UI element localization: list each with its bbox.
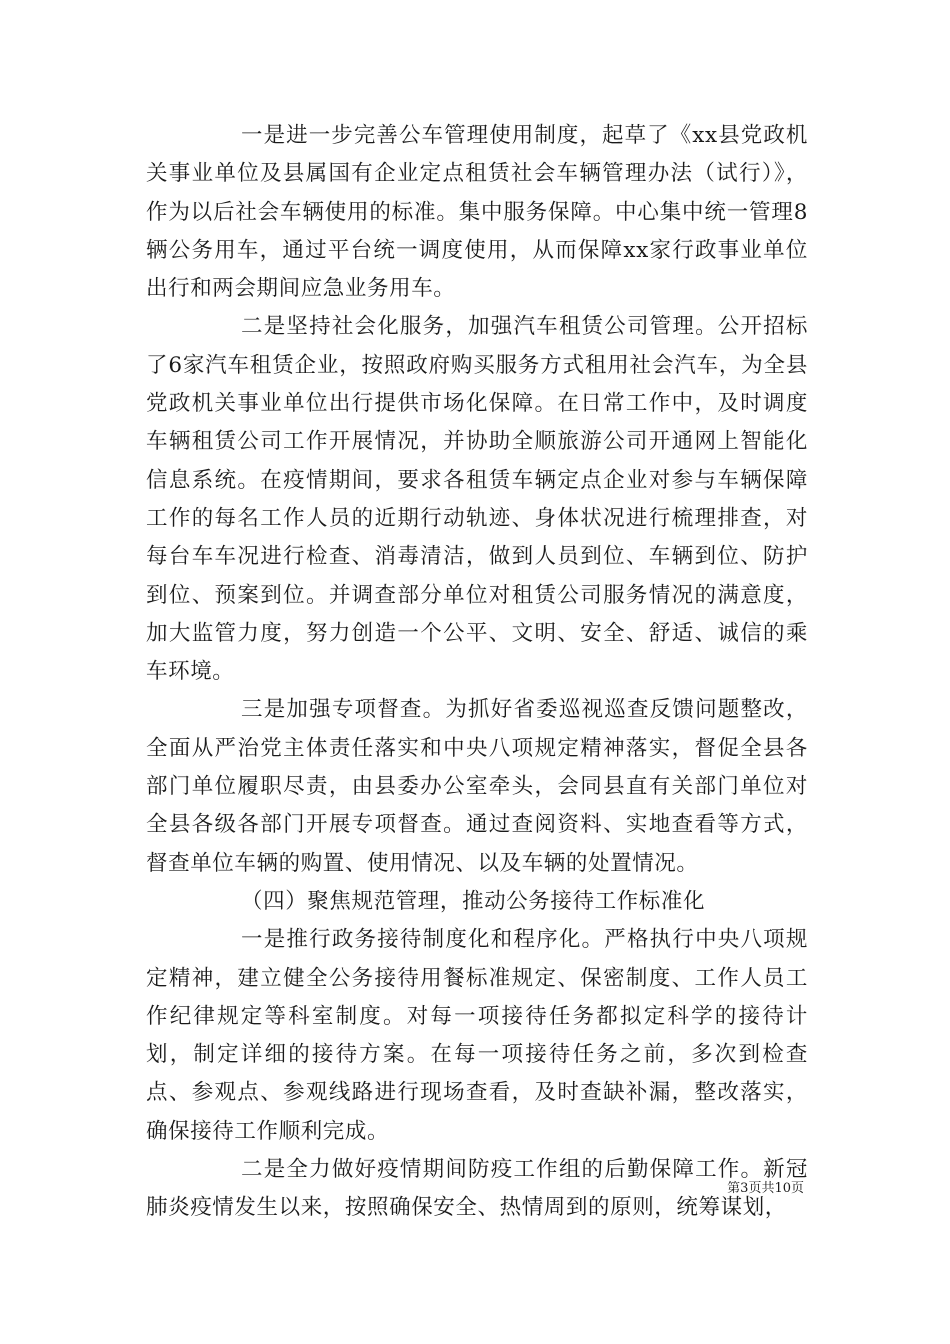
paragraph-vehicle-management-system: 一是进一步完善公车管理使用制度，起草了《xx县党政机关事业单位及县属国有企业定点租赁社会车辆管理办法（试行）》，作为以后社会车辆使用的标准。集中服务保障。中心集中统一管理8辆公务用车，通过平台统一调度使用，从而保障xx家行政事业单位出行和两会期间应急业务用车。 [146,123,808,302]
paragraph-reception-procedures: 一是推行政务接待制度化和程序化。严格执行中央八项规定精神，建立健全公务接待用餐标准规定、保密制度、工作人员工作纪律规定等科室制度。对每一项接待任务都拟定科学的接待计划，制定详细的接待方案。在每一项接待任务之前，多次到检查点、参观点、参观线路进行现场查看，及时查缺补漏，整改落实，确保接待工作顺利完成。 [146,927,808,1144]
document-body [146,117,808,1228]
paragraph-special-inspection: 三是加强专项督查。为抓好省委巡视巡查反馈问题整改，全面从严治党主体责任落实和中央八项规定精神落实，督促全县各部门单位履职尽责，由县委办公室牵头，会同县直有关部门单位对全县各级各部门开展专项督查。通过查阅资料、实地查看等方式，督查单位车辆的购置、使用情况、以及车辆的处置情况。 [146,697,808,876]
section-heading-reception-standardization: （四）聚焦规范管理，推动公务接待工作标准化 [241,888,706,914]
paragraph-car-rental-management: 二是坚持社会化服务，加强汽车租赁公司管理。公开招标了6家汽车租赁企业，按照政府购买服务方式租用社会汽车，为全县党政机关事业单位出行提供市场化保障。在日常工作中，及时调度车辆租赁公司工作开展情况，并协助全顺旅游公司开通网上智能化信息系统。在疫情期间，要求各租赁车辆定点企业对参与车辆保障工作的每名工作人员的近期行动轨迹、身体状况进行梳理排查，对每台车车况进行检查、消毒清洁，做到人员到位、车辆到位、防护到位、预案到位。并调查部分单位对租赁公司服务情况的满意度，加大监管力度，努力创造一个公平、文明、安全、舒适、诚信的乘车环境。 [146,314,808,685]
paragraph-epidemic-logistics: 二是全力做好疫情期间防疫工作组的后勤保障工作。新冠肺炎疫情发生以来，按照确保安全、热情周到的原则，统筹谋划， [146,1157,808,1221]
page-number-footer: 第3页共10页 [727,1181,804,1196]
